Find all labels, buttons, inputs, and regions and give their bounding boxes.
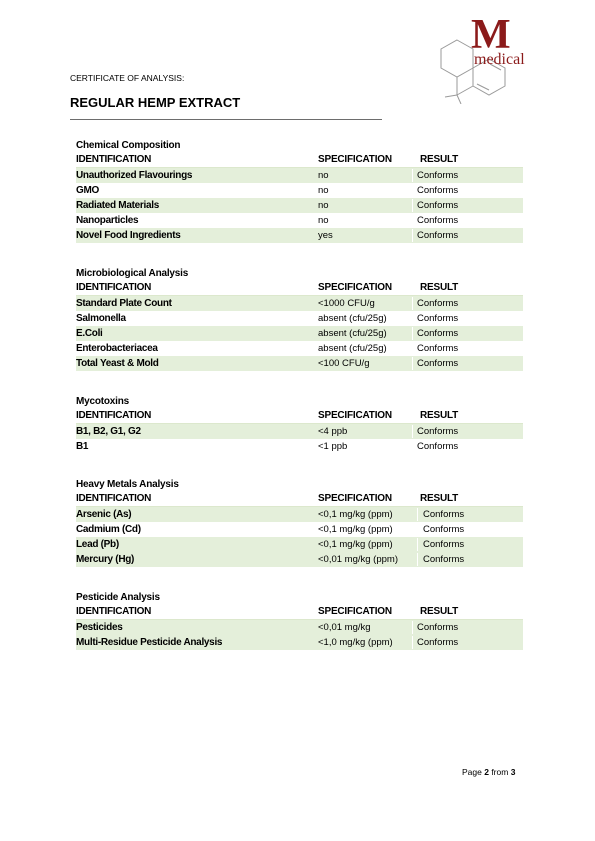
row-result: Conforms xyxy=(417,622,459,633)
row-result: Conforms xyxy=(417,313,459,324)
table-row xyxy=(76,552,523,567)
row-specification: absent (cfu/25g) xyxy=(318,343,387,354)
column-result: RESULT xyxy=(420,493,459,504)
section-heavy-metals-analysis xyxy=(76,478,523,567)
table-row xyxy=(76,183,523,198)
row-specification: <4 ppb xyxy=(318,426,348,437)
section-chemical-composition xyxy=(76,139,523,243)
section-title: Mycotoxins xyxy=(76,396,130,407)
row-specification: <0,1 mg/kg (ppm) xyxy=(318,524,393,535)
table-header xyxy=(76,605,523,620)
row-result: Conforms xyxy=(423,524,465,535)
row-result: Conforms xyxy=(417,200,459,211)
table-header xyxy=(76,492,523,507)
row-specification: <1,0 mg/kg (ppm) xyxy=(318,637,393,648)
table-row xyxy=(76,311,523,326)
row-identification: Novel Food Ingredients xyxy=(76,230,181,241)
row-specification: <100 CFU/g xyxy=(318,358,370,369)
row-result: Conforms xyxy=(417,358,459,369)
row-specification: absent (cfu/25g) xyxy=(318,328,387,339)
row-specification: no xyxy=(318,170,329,181)
table-row xyxy=(76,326,523,341)
row-result: Conforms xyxy=(423,539,465,550)
certificate-label: CERTIFICATE OF ANALYSIS: xyxy=(70,73,185,83)
section-title: Chemical Composition xyxy=(76,140,181,151)
row-specification: absent (cfu/25g) xyxy=(318,313,387,324)
table-row xyxy=(76,424,523,439)
row-result: Conforms xyxy=(417,298,459,309)
section-title: Heavy Metals Analysis xyxy=(76,479,179,490)
table-row xyxy=(76,537,523,552)
section-title: Microbiological Analysis xyxy=(76,268,189,279)
section-mycotoxins xyxy=(76,395,523,454)
row-result: Conforms xyxy=(423,509,465,520)
row-specification: no xyxy=(318,200,329,211)
logo-letter: M xyxy=(471,12,510,58)
column-result: RESULT xyxy=(420,154,459,165)
page-separator: from xyxy=(488,767,511,777)
row-identification: Enterobacteriacea xyxy=(76,343,158,354)
page-total: 3 xyxy=(510,767,516,777)
row-identification: Lead (Pb) xyxy=(76,539,119,550)
row-identification: Standard Plate Count xyxy=(76,298,172,309)
row-result: Conforms xyxy=(417,230,459,241)
column-identification: IDENTIFICATION xyxy=(76,606,152,617)
column-identification: IDENTIFICATION xyxy=(76,410,152,421)
table-row xyxy=(76,341,523,356)
table-row xyxy=(76,635,523,650)
row-identification: Radiated Materials xyxy=(76,200,159,211)
column-specification: SPECIFICATION xyxy=(318,154,392,165)
row-identification: Salmonella xyxy=(76,313,126,324)
column-result: RESULT xyxy=(420,282,459,293)
row-identification: Cadmium (Cd) xyxy=(76,524,141,535)
title-divider xyxy=(70,119,382,120)
table-header xyxy=(76,409,523,424)
row-result: Conforms xyxy=(417,637,459,648)
row-result: Conforms xyxy=(417,328,459,339)
table-row xyxy=(76,522,523,537)
page-prefix: Page xyxy=(462,767,485,777)
table-row xyxy=(76,620,523,635)
row-specification: <1 ppb xyxy=(318,441,348,452)
row-specification: no xyxy=(318,215,329,226)
table-row xyxy=(76,296,523,311)
table-row xyxy=(76,168,523,183)
column-identification: IDENTIFICATION xyxy=(76,493,152,504)
row-identification: Multi-Residue Pesticide Analysis xyxy=(76,637,223,648)
table-header xyxy=(76,281,523,296)
row-specification: <0,01 mg/kg xyxy=(318,622,371,633)
table-row xyxy=(76,507,523,522)
table-row xyxy=(76,198,523,213)
row-identification: Pesticides xyxy=(76,622,123,633)
column-specification: SPECIFICATION xyxy=(318,606,392,617)
column-result: RESULT xyxy=(420,410,459,421)
row-identification: B1 xyxy=(76,441,89,452)
row-specification: no xyxy=(318,185,329,196)
row-result: Conforms xyxy=(417,185,459,196)
column-specification: SPECIFICATION xyxy=(318,282,392,293)
logo-text: medical xyxy=(474,51,525,68)
row-result: Conforms xyxy=(417,170,459,181)
section-microbiological-analysis xyxy=(76,267,523,371)
row-identification: Mercury (Hg) xyxy=(76,554,135,565)
row-identification: B1, B2, G1, G2 xyxy=(76,426,141,437)
column-result: RESULT xyxy=(420,606,459,617)
row-specification: <0,1 mg/kg (ppm) xyxy=(318,509,393,520)
column-identification: IDENTIFICATION xyxy=(76,154,152,165)
page-number xyxy=(462,767,515,777)
row-result: Conforms xyxy=(417,215,459,226)
row-specification: <0,1 mg/kg (ppm) xyxy=(318,539,393,550)
row-result: Conforms xyxy=(423,554,465,565)
table-row xyxy=(76,439,523,454)
table-header xyxy=(76,153,523,168)
table-row xyxy=(76,356,523,371)
row-specification: <1000 CFU/g xyxy=(318,298,375,309)
column-specification: SPECIFICATION xyxy=(318,410,392,421)
section-title: Pesticide Analysis xyxy=(76,592,160,603)
row-result: Conforms xyxy=(417,426,459,437)
row-identification: Total Yeast & Mold xyxy=(76,358,159,369)
table-row xyxy=(76,228,523,243)
row-result: Conforms xyxy=(417,343,459,354)
column-identification: IDENTIFICATION xyxy=(76,282,152,293)
row-result: Conforms xyxy=(417,441,459,452)
row-specification: yes xyxy=(318,230,333,241)
page-title: REGULAR HEMP EXTRACT xyxy=(70,95,241,110)
table-row xyxy=(76,213,523,228)
row-identification: Unauthorized Flavourings xyxy=(76,170,193,181)
row-specification: <0,01 mg/kg (ppm) xyxy=(318,554,398,565)
row-identification: E.Coli xyxy=(76,328,103,339)
row-identification: GMO xyxy=(76,185,99,196)
row-identification: Arsenic (As) xyxy=(76,509,132,520)
column-specification: SPECIFICATION xyxy=(318,493,392,504)
section-pesticide-analysis xyxy=(76,591,523,650)
page-current: 2 xyxy=(484,767,489,777)
row-identification: Nanoparticles xyxy=(76,215,139,226)
